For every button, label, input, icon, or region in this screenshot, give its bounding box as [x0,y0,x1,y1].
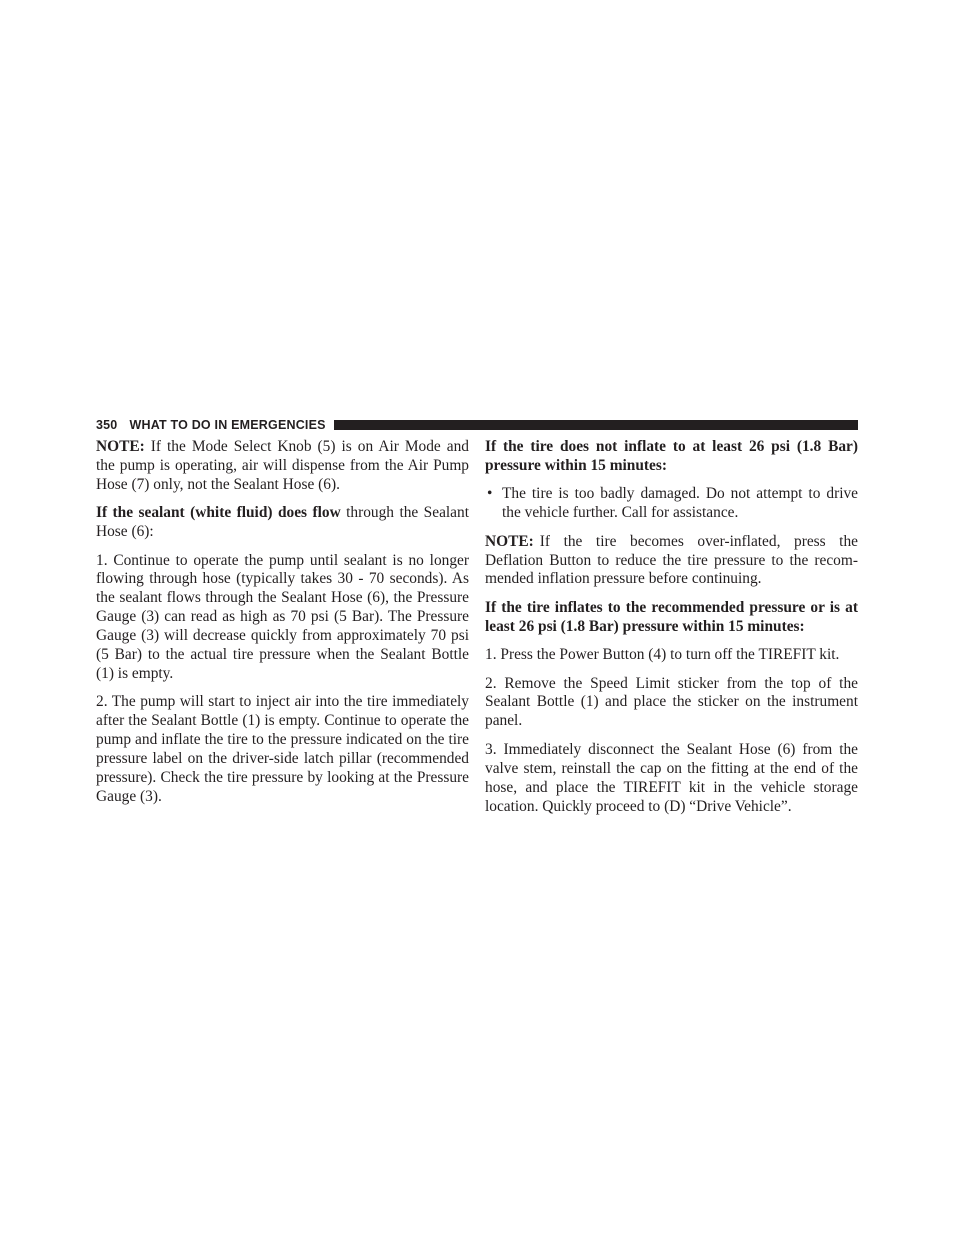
note-text: If the tire becomes over-inflated, press the Deflation Button to reduce the tire pressure to the recommended inflation pressure before continuing. [485,532,858,588]
note-paragraph-air-mode [96,438,469,495]
page-number: 350 [96,418,118,432]
note-label: NOTE: [485,532,534,550]
bullet-item-damaged [485,485,858,523]
left-column [96,438,469,807]
not-inflate-heading: If the tire does not inflate to at least 26 psi (1.8 Bar) pressure within 15 minutes: [485,438,858,474]
inflates-heading: If the tire inflates to the recommended pressure or is at least 26 psi (1.8 Bar) pressure within 15 minutes: [485,598,858,635]
step-2-speed-limit-sticker: 2. Remove the Speed Limit sticker from the top of the Sealant Bottle (1) and place the sticker on the instrument panel. [485,674,858,730]
sealant-flow-heading: If the sealant (white fluid) does flow [96,504,341,522]
note-label: NOTE: [96,438,145,455]
right-column [485,438,858,816]
step-1-continue-pump: 1. Continue to operate the pump until sealant is no longer flowing through hose (typically takes 30 - 70 seconds). As the sealant flows through the Sealant Hose (6), the Pressure Gauge (3) can read as high as 70 psi (5 Bar). The Pressure Gauge (3) will decrease quickly from approximately 70 psi (5 Bar) to the actual tire pressure when the Sealant Bottle (1) is empty. [96,551,469,682]
step-2-inject-air: 2. The pump will start to inject air into the tire immediately after the Sealant Bottle (1) is empty. Continue to operate the pump and inflate the tire to the pressure indicated on the tire pressure label on the driver-side latch pillar (recommended pressure). Check the tire pressure by looking at the Pressure Gauge (3). [96,693,469,805]
note-text: If the Mode Select Knob (5) is on Air Mode and the pump is operating, air will dispense from the Air Pump Hose (7) only, not the Sealant Hose (6). [96,438,469,493]
bullet-text: The tire is too badly damaged. Do not attempt to drive the vehicle further. Call for assistance. [502,485,858,522]
section-title: WHAT TO DO IN EMERGENCIES [129,418,326,432]
bullet-icon: • [487,485,493,503]
note-paragraph-over-inflated [485,533,858,590]
step-1-power-button: 1. Press the Power Button (4) to turn off the TIREFIT kit. [485,646,840,664]
step-3-disconnect-hose: 3. Immediately disconnect the Sealant Hose (6) from the valve stem, reinstall the cap on the fitting at the end of the hose, and place the TIREFIT kit in the vehicle storage location. Quickly proceed to (D) “Drive Vehicle”. [485,740,858,815]
sealant-flow-paragraph [96,504,469,542]
page-header [96,416,858,434]
sealant-flow-text: through the Sealant Hose (6): [96,504,469,541]
header-rule [334,420,858,430]
